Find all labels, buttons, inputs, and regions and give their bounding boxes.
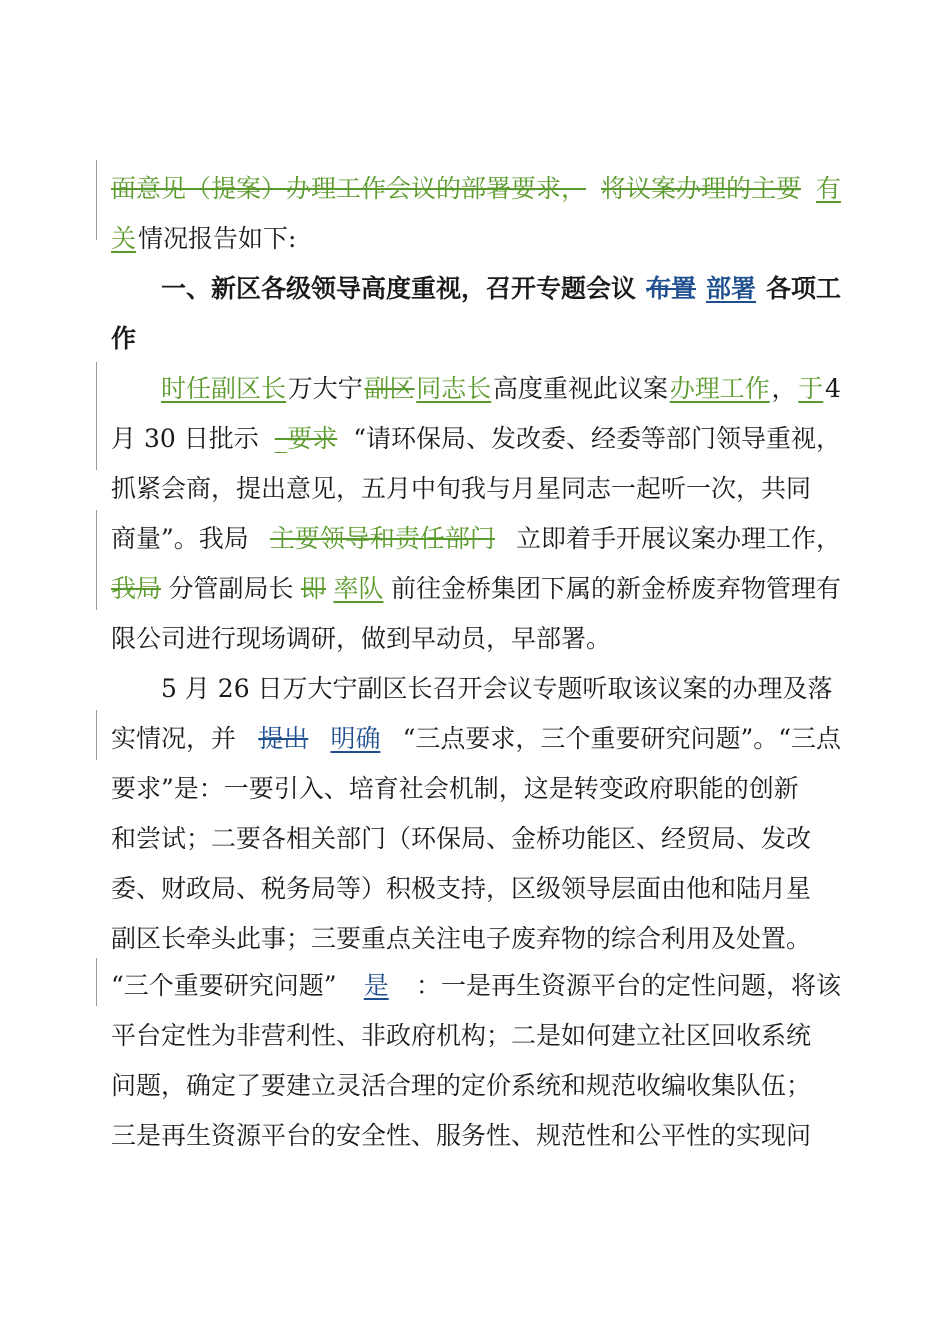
text-segment: 4 <box>825 374 841 403</box>
text-line <box>111 1116 841 1156</box>
inserted-text: 于 <box>798 374 824 403</box>
text-line <box>111 769 841 809</box>
text-segment: 副区长牵头此事；三要重点关注电子废弃物的综合利用及处置。 <box>111 924 812 953</box>
change-bar <box>96 362 97 470</box>
text-segment: 各项工 <box>765 274 841 303</box>
text-segment: 一、新区各级领导高度重视，召开专题会议 <box>161 274 637 303</box>
text-line <box>161 369 841 409</box>
text-line <box>161 669 841 709</box>
text-segment: 限公司进行现场调研，做到早动员，早部署。 <box>111 624 612 653</box>
text-segment: “三个重要研究问题” <box>111 971 337 1000</box>
text-line <box>111 219 841 259</box>
text-segment: 作 <box>111 324 137 353</box>
text-segment: 分管副局长 <box>168 574 294 603</box>
text-line <box>111 419 841 459</box>
change-bar <box>96 958 97 1006</box>
text-segment: ：一是再生资源平台的定性问题，将该 <box>415 971 841 1000</box>
inserted-text: 同志长 <box>416 374 492 403</box>
text-line <box>111 469 841 509</box>
text-segment: 5 月 26 日万大宁副区长召开会议专题听取该议案的办理及落 <box>161 674 833 703</box>
text-segment: 实情况，并 <box>111 724 237 753</box>
text-segment: 前往金桥集团下属的新金桥废弃物管理有 <box>390 574 841 603</box>
text-line <box>111 919 841 959</box>
deleted-text: 提出 <box>258 724 309 753</box>
text-line <box>111 169 841 209</box>
text-line <box>111 869 841 909</box>
text-line <box>111 619 841 659</box>
section-heading <box>111 319 841 359</box>
text-segment: 高度重视此议案 <box>493 374 669 403</box>
text-segment: 月 30 日批示 <box>111 424 259 453</box>
text-line <box>111 1066 841 1106</box>
deleted-text: 副区 <box>364 374 415 403</box>
text-segment: “请环保局、发改委、经委等部门领导重视， <box>353 424 841 453</box>
text-line <box>111 569 841 609</box>
change-bar <box>96 710 97 760</box>
inserted-text: 率队 <box>333 574 384 603</box>
text-segment: 平台定性为非营利性、非政府机构；二是如何建立社区回收系统 <box>111 1021 812 1050</box>
text-line <box>111 519 841 559</box>
text-line <box>111 1016 841 1056</box>
text-segment: 委、财政局、税务局等）积极支持，区级领导层面由他和陆月星 <box>111 874 812 903</box>
text-line <box>111 966 841 1006</box>
section-heading <box>161 269 841 309</box>
inserted-text: 明确 <box>330 724 381 753</box>
deleted-text: _要求 <box>274 424 338 453</box>
text-segment: ， <box>771 374 797 403</box>
inserted-text: 是 <box>363 971 389 1000</box>
text-segment: “三点要求，三个重要研究问题”。“三点 <box>402 724 841 753</box>
inserted-text: 部署 <box>705 274 756 303</box>
text-line <box>111 819 841 859</box>
deleted-text: 主要领导和责任部门 <box>269 524 495 553</box>
inserted-text: 办理工作 <box>669 374 770 403</box>
inserted-text: 时任副区长 <box>161 374 287 403</box>
text-segment: 和尝试；二要各相关部门（环保局、金桥功能区、经贸局、发改 <box>111 824 812 853</box>
change-bar <box>96 160 97 240</box>
text-line <box>111 719 841 759</box>
deleted-text: 我局 <box>111 574 162 603</box>
inserted-text: 关 <box>111 224 137 253</box>
text-segment: 要求”是：一要引入、培育社会机制，这是转变政府职能的创新 <box>111 774 799 803</box>
deleted-text: 面意见（提案）办理工作会议的部署要求， <box>111 174 587 203</box>
text-segment: 抓紧会商，提出意见，五月中旬我与月星同志一起听一次，共同 <box>111 474 812 503</box>
deleted-text: 即 <box>300 574 326 603</box>
deleted-text: 布置 <box>645 274 696 303</box>
text-segment: 问题，确定了要建立灵活合理的定价系统和规范收编收集队伍； <box>111 1071 812 1100</box>
inserted-text: 有 <box>815 174 841 203</box>
text-segment: 万大宁 <box>287 374 363 403</box>
deleted-text: 将议案办理的主要 <box>600 174 801 203</box>
text-segment: 三是再生资源平台的安全性、服务性、规范性和公平性的实现问 <box>111 1121 812 1150</box>
change-bar <box>96 510 97 610</box>
text-segment: 立即着手开展议案办理工作， <box>515 524 841 553</box>
text-segment: 商量”。我局 <box>111 524 249 553</box>
text-segment: 情况报告如下: <box>138 224 297 253</box>
